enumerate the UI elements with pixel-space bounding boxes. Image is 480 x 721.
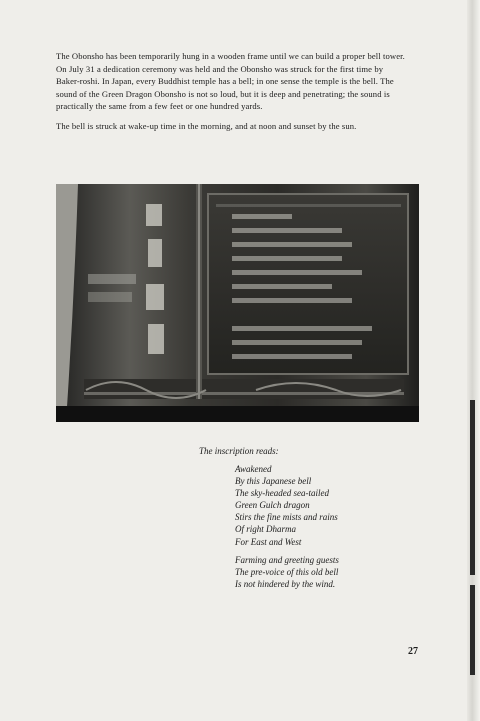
poem-line: Green Gulch dragon <box>235 500 310 511</box>
paragraph: The Obonsho has been temporarily hung in a wooden frame until we can build a proper bell tower. On July 31 a dedication ceremony was held and the Obonsho was struck for the first time by Baker-roshi. In Japan, every Buddhist temple has a bell; in one sense the temple is the bell. The sound of the Green Dragon Obonsho is not so loud, but it is deep and penetrating; the sound is practically the same from a few feet or one hundred yards. <box>56 51 405 112</box>
poem-line: Is not hindered by the wind. <box>235 578 336 589</box>
poem-line: Stirs the fine mists and rains <box>235 512 338 523</box>
edge-mark <box>470 400 475 575</box>
bell-photo <box>56 184 419 422</box>
poem-line: Farming and greeting guests <box>235 554 339 565</box>
paragraph: The bell is struck at wake-up time in the morning, and at noon and sunset by the sun. <box>56 120 357 131</box>
inscription-caption: The inscription reads: <box>199 446 279 456</box>
body-text <box>56 50 406 140</box>
poem-line: By this Japanese bell <box>235 476 312 487</box>
poem-stanza <box>235 463 435 548</box>
poem-line: For East and West <box>235 536 302 547</box>
poem-line: Of right Dharma <box>235 524 297 535</box>
poem-line: The sky-headed sea-tailed <box>235 488 329 499</box>
page-number: 27 <box>408 646 418 657</box>
inscription-poem <box>235 463 435 596</box>
edge-mark <box>470 585 475 675</box>
poem-stanza <box>235 554 435 590</box>
poem-line: Awakened <box>235 464 272 474</box>
poem-line: The pre-voice of this old bell <box>235 566 339 577</box>
